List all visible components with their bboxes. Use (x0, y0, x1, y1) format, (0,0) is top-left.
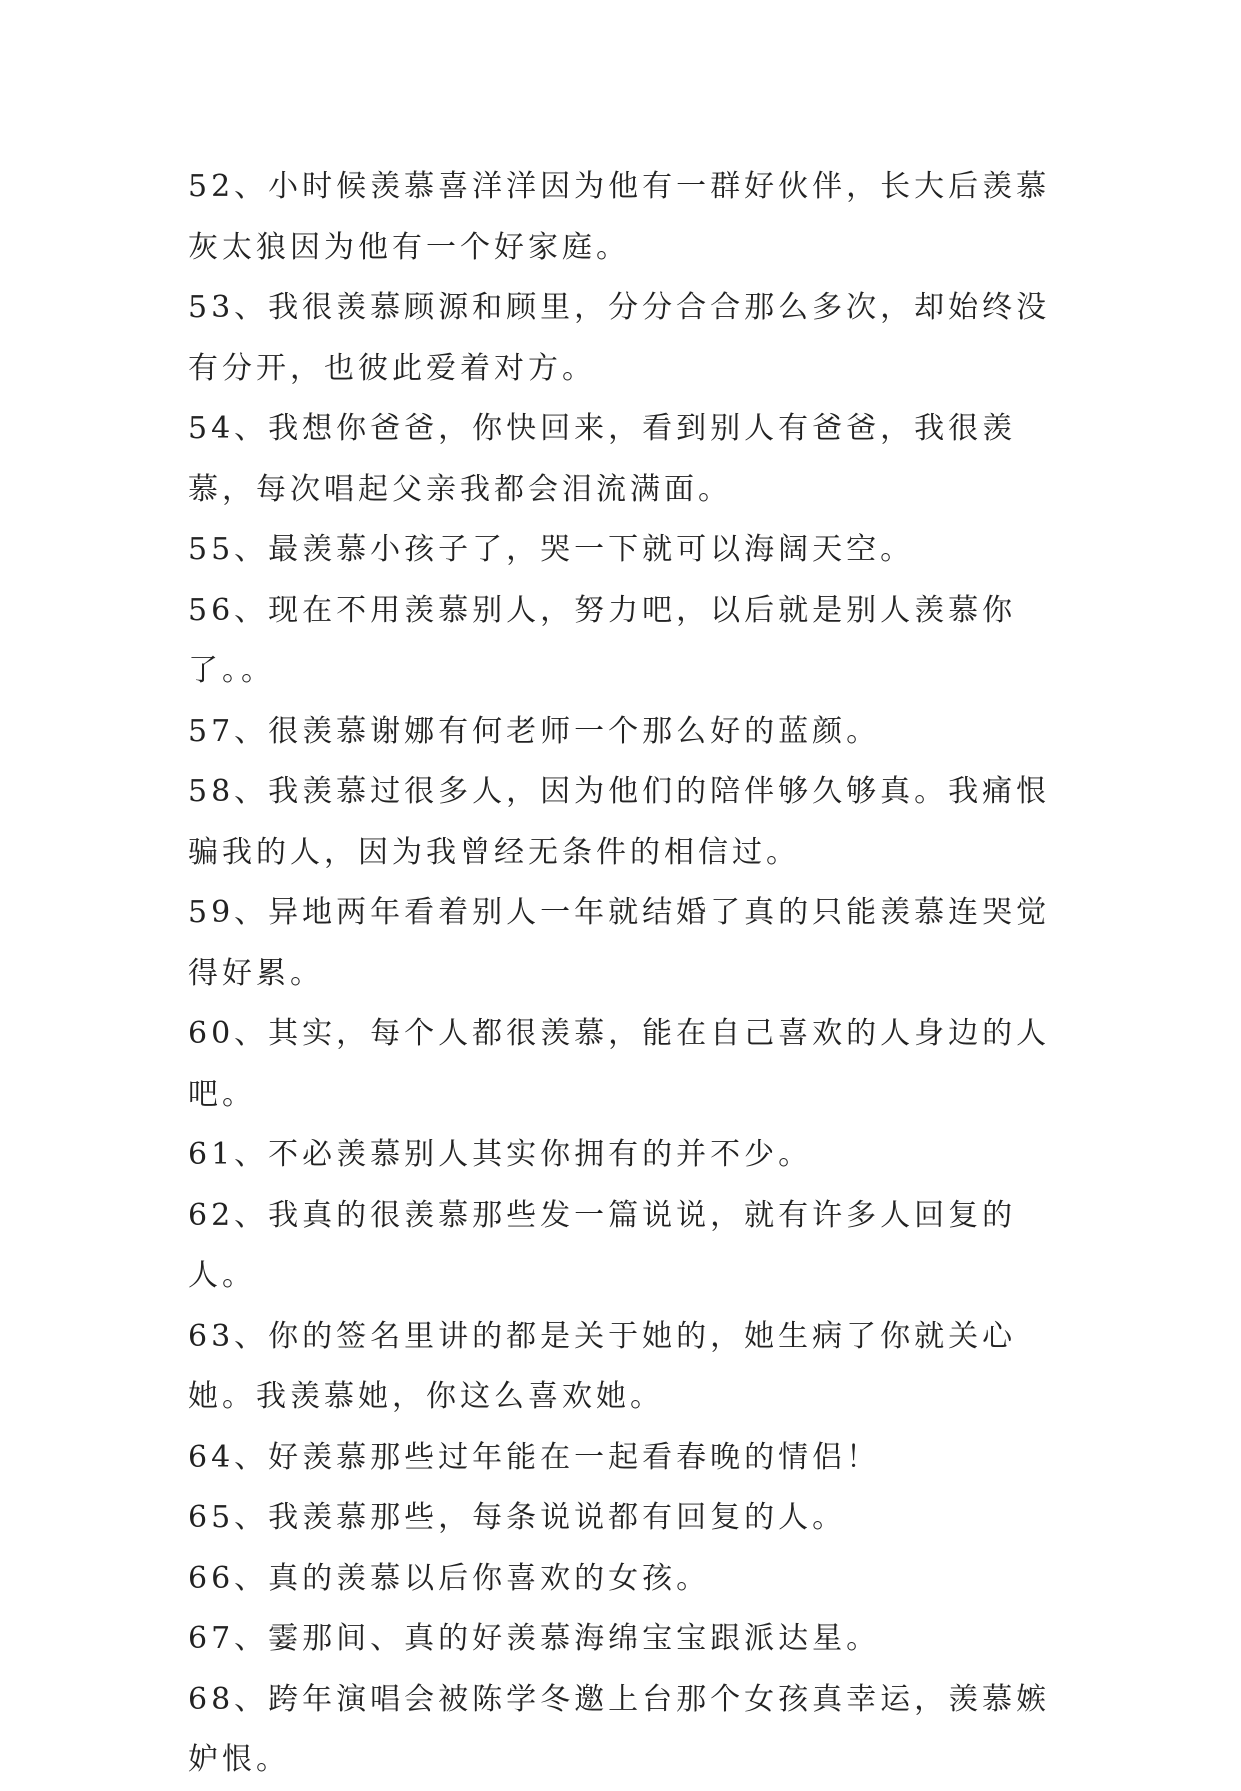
list-item: 60、其实，每个人都很羡慕，能在自己喜欢的人身边的人吧。 (188, 1016, 1051, 1112)
list-item: 57、很羡慕谢娜有何老师一个那么好的蓝颜。 (188, 713, 881, 749)
list-item: 59、异地两年看着别人一年就结婚了真的只能羡慕连哭觉得好累。 (188, 895, 1051, 991)
list-item: 61、不必羡慕别人其实你拥有的并不少。 (188, 1137, 813, 1172)
list-item: 64、好羡慕那些过年能在一起看春晚的情侣！ (188, 1439, 881, 1475)
list-item: 62、我真的很羡慕那些发一篇说说，就有许多人回复的人。 (188, 1197, 1017, 1293)
list-item: 58、我羡慕过很多人，因为他们的陪伴够久够真。我痛恨骗我的人，因为我曾经无条件的相信过。 (188, 774, 1051, 870)
list-item: 55、最羡慕小孩子了，哭一下就可以海阔天空。 (188, 532, 915, 567)
list-item: 67、霎那间、真的好羡慕海绵宝宝跟派达星。 (188, 1621, 881, 1656)
list-item: 53、我很羡慕顾源和顾里，分分合合那么多次，却始终没有分开，也彼此爱着对方。 (188, 290, 1051, 386)
list-item: 66、真的羡慕以后你喜欢的女孩。 (188, 1560, 711, 1596)
list-item: 54、我想你爸爸，你快回来，看到别人有爸爸，我很羡慕，每次唱起父亲我都会泪流满面。 (188, 411, 1017, 507)
list-item: 65、我羡慕那些，每条说说都有回复的人。 (188, 1500, 847, 1535)
list-item: 52、小时候羡慕喜洋洋因为他有一群好伙伴，长大后羡慕灰太狼因为他有一个好家庭。 (188, 169, 1051, 265)
list-item: 56、现在不用羡慕别人，努力吧，以后就是别人羡慕你了。。 (188, 592, 1017, 688)
document-body (188, 157, 1068, 1791)
list-item: 68、跨年演唱会被陈学冬邀上台那个女孩真幸运，羡慕嫉妒恨。 (188, 1681, 1051, 1777)
list-item: 63、你的签名里讲的都是关于她的，她生病了你就关心她。我羡慕她，你这么喜欢她。 (188, 1318, 1017, 1414)
